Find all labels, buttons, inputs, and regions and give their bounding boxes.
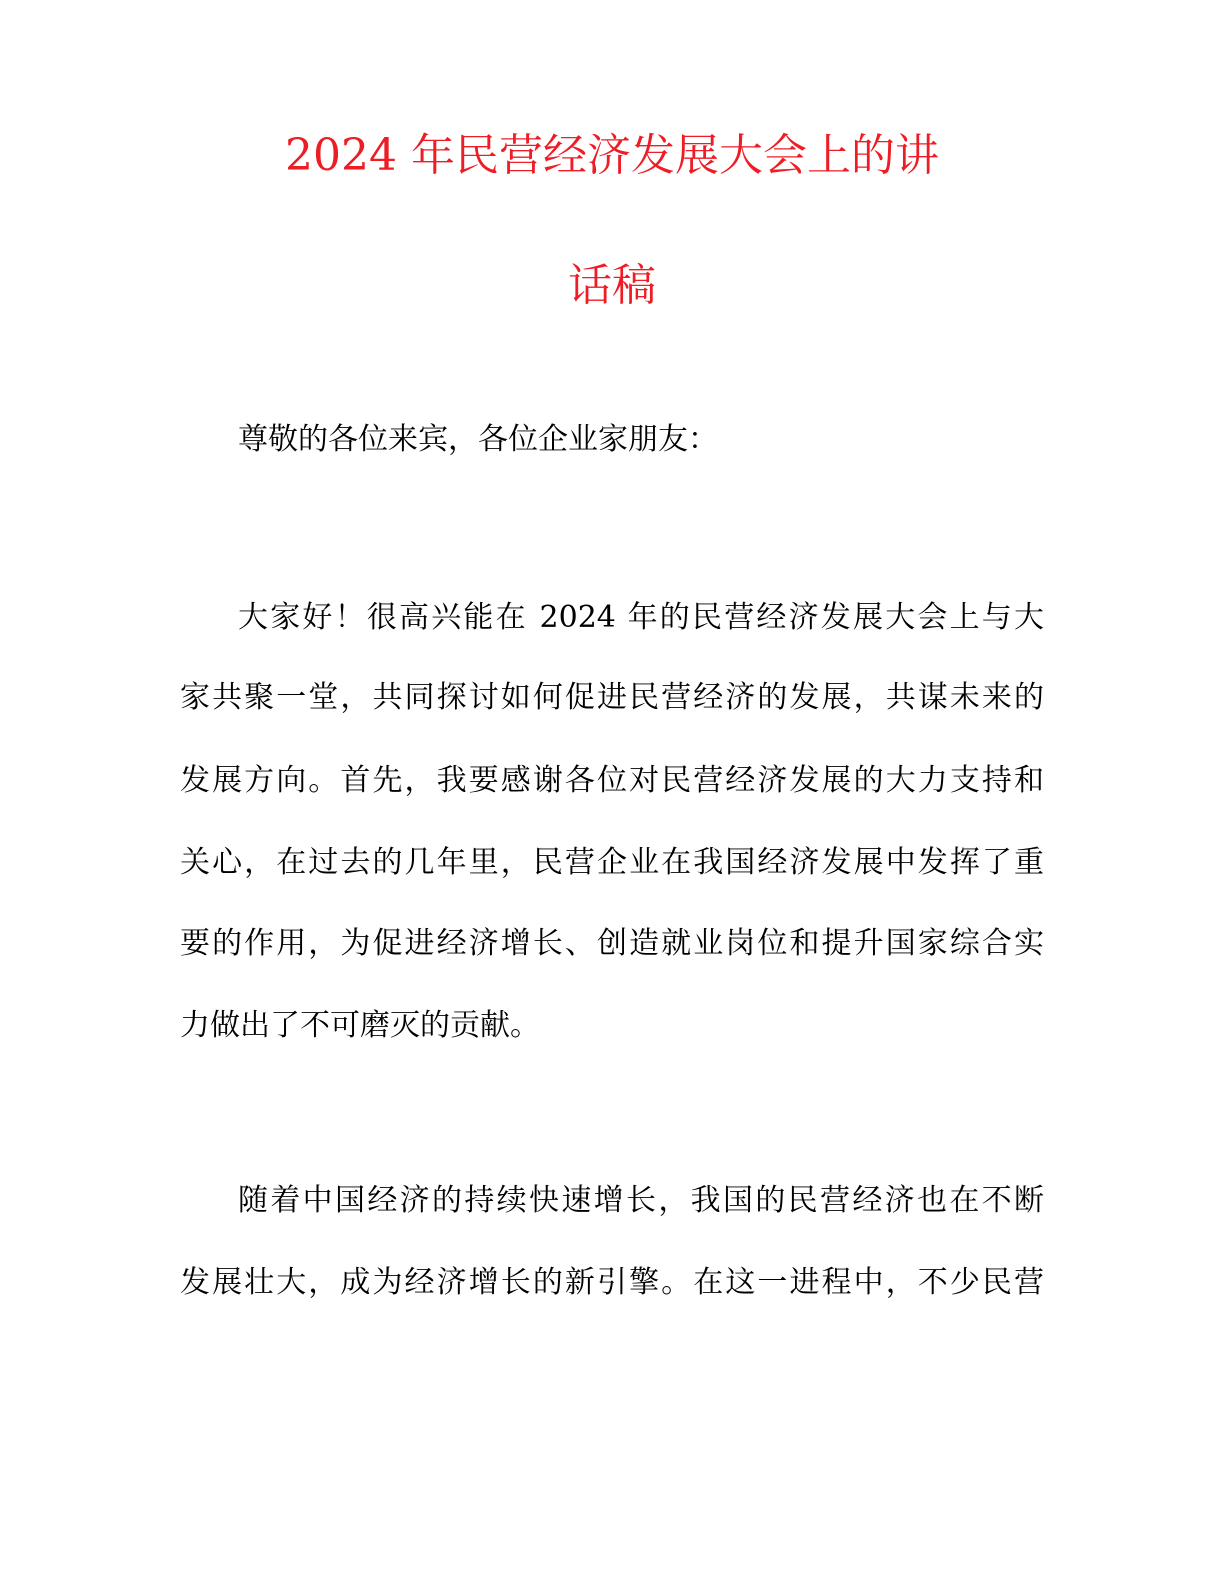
paragraph-line: 力做出了不可磨灭的贡献。: [180, 1008, 540, 1043]
paragraph-line: 要的作用，为促进经济增长、创造就业岗位和提升国家综合实: [180, 926, 1044, 961]
paragraph-line: 家共聚一堂，共同探讨如何促进民营经济的发展，共谋未来的: [180, 680, 1044, 715]
paragraph-line: 大家好！很高兴能在 2024 年的民营经济发展大会上与大: [238, 600, 1044, 635]
salutation: 尊敬的各位来宾，各位企业家朋友：: [238, 422, 718, 457]
paragraph-line: 发展壮大，成为经济增长的新引擎。在这一进程中，不少民营: [180, 1265, 1044, 1300]
document-title-line-2: 话稿: [568, 260, 656, 311]
paragraph-line: 随着中国经济的持续快速增长，我国的民营经济也在不断: [238, 1183, 1044, 1218]
document-title-line-1: 2024 年民营经济发展大会上的讲: [285, 130, 939, 181]
paragraph-line: 发展方向。首先，我要感谢各位对民营经济发展的大力支持和: [180, 763, 1044, 798]
paragraph-line: 关心，在过去的几年里，民营企业在我国经济发展中发挥了重: [180, 845, 1044, 880]
